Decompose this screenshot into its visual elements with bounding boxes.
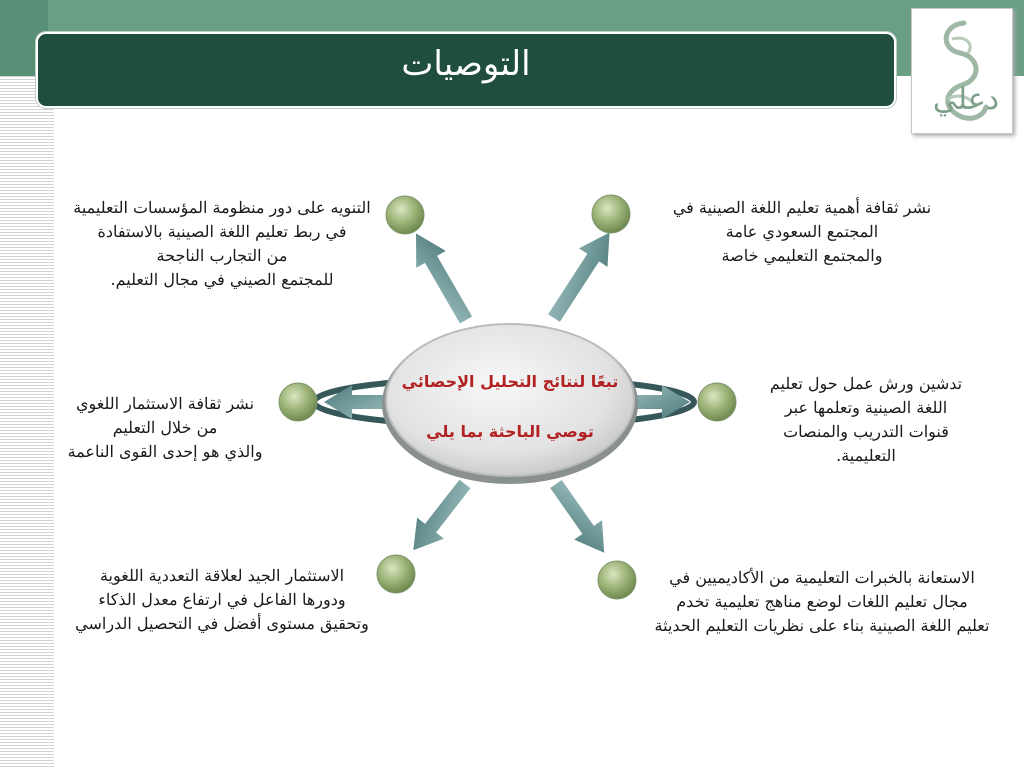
recommendation-line: الاستعانة بالخبرات التعليمية من الأكاديميين في [669, 568, 975, 587]
recommendation-line: ودورها الفاعل في ارتفاع معدل الذكاء [98, 590, 346, 609]
recommendation-line: مجال تعليم اللغات لوضع مناهج تعليمية تخدم [676, 592, 968, 611]
bullet-top-right [592, 195, 630, 233]
arrow-up-left [401, 225, 480, 329]
recommendation-line: في ربط تعليم اللغة الصينية بالاستفادة [97, 222, 347, 241]
logo-text: دعلي [932, 82, 1000, 117]
recommendation-line: اللغة الصينية وتعلمها عبر [784, 398, 948, 417]
bullet-middle-right [698, 383, 736, 421]
bullet-middle-left [279, 383, 317, 421]
recommendation-top-left [52, 196, 392, 292]
recommendation-bottom-left [64, 564, 380, 636]
recommendation-line: التنويه على دور منظومة المؤسسات التعليمية [73, 198, 371, 217]
bullet-bottom-left [377, 555, 415, 593]
arrow-up-right [540, 223, 624, 327]
bullet-bottom-right [598, 561, 636, 599]
recommendation-line: والذي هو إحدى القوى الناعمة [67, 442, 263, 461]
recommendation-middle-left [52, 392, 278, 464]
center-ellipse [382, 324, 638, 484]
recommendation-top-right [652, 196, 952, 268]
recommendation-line: نشر ثقافة أهمية تعليم اللغة الصينية في [672, 198, 932, 217]
recommendation-line: نشر ثقافة الاستثمار اللغوي [75, 394, 255, 413]
recommendation-middle-right [748, 372, 984, 468]
recommendation-line: والمجتمع التعليمي خاصة [721, 246, 883, 265]
arrow-down-left [400, 474, 479, 561]
arrow-down-right [542, 474, 618, 562]
recommendation-line: وتحقيق مستوى أفضل في التحصيل الدراسي [75, 614, 369, 633]
recommendation-bottom-right [632, 566, 1012, 638]
recommendation-line: تعليم اللغة الصينية بناء على نظريات التعليم الحديثة [654, 616, 990, 635]
recommendation-line: تدشين ورش عمل حول تعليم [769, 374, 963, 393]
recommendation-line: للمجتمع الصيني في مجال التعليم. [110, 270, 334, 289]
recommendation-line: من التجارب الناجحة [156, 246, 288, 265]
recommendation-line: من خلال التعليم [112, 418, 218, 437]
recommendation-line: التعليمية. [836, 446, 896, 465]
center-text-line1: تبعًا لنتائج التحليل الإحصائي [401, 372, 619, 391]
recommendation-line: قنوات التدريب والمنصات [783, 422, 949, 441]
recommendation-line: الاستثمار الجيد لعلاقة التعددية اللغوية [99, 566, 345, 585]
page-title: التوصيات [401, 44, 531, 84]
center-text-line2: توصي الباحثة بما يلي [426, 422, 594, 441]
recommendation-line: المجتمع السعودي عامة [725, 222, 879, 241]
